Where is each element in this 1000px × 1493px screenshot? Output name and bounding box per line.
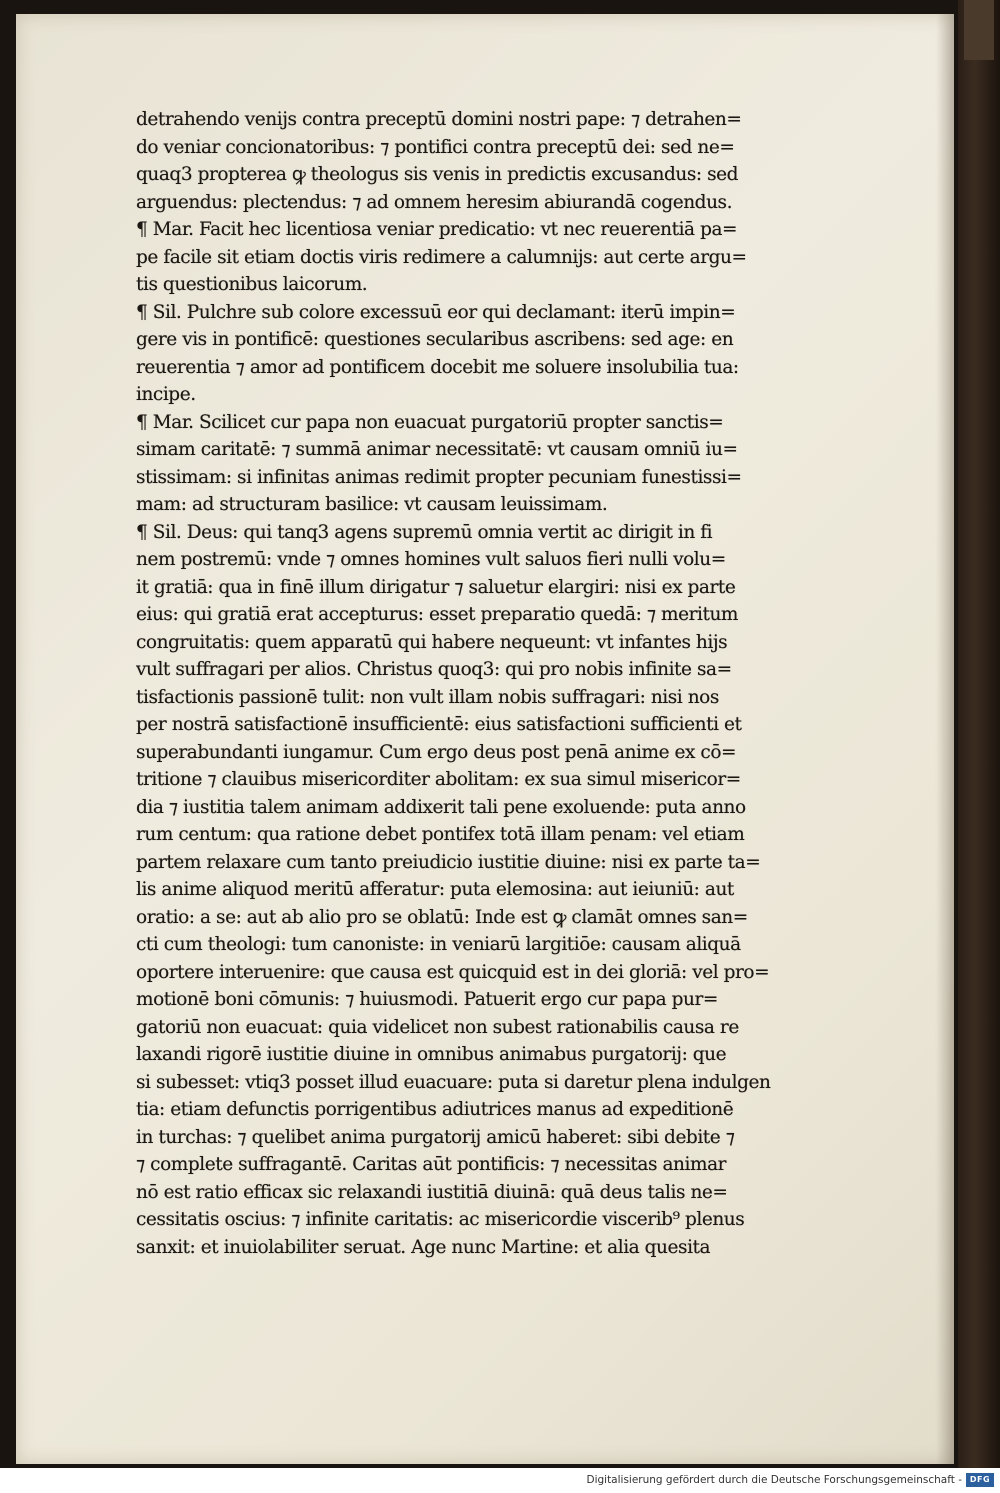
text-line: gere vis in pontificē: questiones secularibus ascribens: sed age: en	[136, 329, 734, 350]
text-line: do veniar concionatoribus: ⁊ pontifici contra preceptū dei: sed ne=	[136, 136, 735, 158]
text-line: ⁊ complete suffragantē. Caritas aūt pontificis: ⁊ necessitas animar	[136, 1154, 727, 1175]
book-edge	[958, 0, 1000, 1468]
text-line: motionē boni cōmunis: ⁊ huiusmodi. Patuerit ergo cur papa pur=	[136, 989, 718, 1010]
text-line: laxandi rigorē iustitie diuine in omnibus animabus purgatorij: que	[136, 1044, 727, 1065]
text-line: tisfactionis passionē tulit: non vult illam nobis suffragari: nisi nos	[136, 686, 719, 708]
text-line: pe facile sit etiam doctis viris redimere a calumnijs: aut certe argu=	[136, 246, 747, 268]
text-line: ¶ Sil. Pulchre sub colore excessuū eor qui declamant: iterū impin=	[136, 301, 736, 323]
text-line: oportere interuenire: que causa est quicquid est in dei gloriā: vel pro=	[136, 961, 770, 983]
text-line: partem relaxare cum tanto preiudicio iustitie diuine: nisi ex parte ta=	[136, 851, 761, 873]
text-line: incipe.	[136, 384, 196, 405]
text-line: gatoriū non euacuat: quia videlicet non subest rationabilis causa re	[136, 1016, 739, 1038]
text-line: superabundanti iungamur. Cum ergo deus post penā anime ex cō=	[136, 741, 737, 763]
text-line: nem postremū: vnde ⁊ omnes homines vult saluos fieri nulli volu=	[136, 549, 726, 570]
text-line: nō est ratio efficax sic relaxandi iustitiā diuinā: quā deus talis ne=	[136, 1181, 728, 1203]
text-line: si subesset: vtiq3 posset illud euacuare: puta si daretur plena indulgen	[136, 1071, 771, 1093]
text-line: simam caritatē: ⁊ summā animar necessitatē: vt causam omniū iu=	[136, 439, 738, 460]
page-fold-shadow	[936, 14, 954, 1464]
text-line: congruitatis: quem apparatū qui habere nequeunt: vt infantes hijs	[136, 631, 728, 653]
text-line: mam: ad structuram basilice: vt causam leuissimam.	[136, 494, 608, 515]
text-line: arguendus: plectendus: ⁊ ad omnem heresim abiurandā cogendus.	[136, 191, 733, 213]
text-line: ¶ Mar. Facit hec licentiosa veniar predicatio: vt nec reuerentiā pa=	[136, 219, 738, 240]
text-line: cessitatis oscius: ⁊ infinite caritatis: ac misericordie viscerib⁹ plenus	[136, 1209, 745, 1230]
text-line: in turchas: ⁊ quelibet anima purgatorij amicū haberet: sibi debite ⁊	[136, 1126, 735, 1148]
text-line: tia: etiam defunctis porrigentibus adiutrices manus ad expeditionē	[136, 1099, 734, 1120]
text-line: oratio: a se: aut ab alio pro se oblatū: Inde est ꝙ clamāt omnes san=	[136, 906, 748, 928]
text-line: quaq3 propterea ꝙ theologus sis venis in predictis excusandus: sed	[136, 164, 739, 185]
text-line: per nostrā satisfactionē insufficientē: eius satisfactioni sufficienti et	[136, 714, 742, 735]
text-line: cti cum theologi: tum canoniste: in veniarū largitiōe: causam aliquā	[136, 934, 741, 955]
text-line: rum centum: qua ratione debet pontifex totā illam penam: vel etiam	[136, 824, 745, 845]
text-block	[136, 106, 908, 1261]
text-line: vult suffragari per alios. Christus quoq3: qui pro nobis infinite sa=	[136, 659, 732, 680]
text-line: ¶ Sil. Deus: qui tanq3 agens supremū omnia vertit ac dirigit in fi	[136, 521, 713, 543]
text-line: dia ⁊ iustitia talem animam addixerit tali pene exoluende: puta anno	[136, 796, 746, 818]
text-line: tritione ⁊ clauibus misericorditer abolitam: ex sua simul misericor=	[136, 769, 741, 790]
text-line: stissimam: si infinitas animas redimit propter pecuniam funestissi=	[136, 466, 742, 488]
funding-credit: Digitalisierung gefördert durch die Deutsche Forschungsgemeinschaft -	[586, 1474, 962, 1486]
text-line: eius: qui gratiā erat accepturus: esset preparatio quedā: ⁊ meritum	[136, 604, 739, 625]
footer	[0, 1468, 1000, 1493]
text-line: reuerentia ⁊ amor ad pontificem docebit me soluere insolubilia tua:	[136, 356, 739, 378]
text-line: lis anime aliquod meritū afferatur: puta elemosina: aut ieiuniū: aut	[136, 879, 734, 900]
dfg-logo: DFG	[966, 1473, 994, 1487]
text-line: it gratiā: qua in finē illum dirigatur ⁊ saluetur elargiri: nisi ex parte	[136, 576, 736, 598]
text-line: tis questionibus laicorum.	[136, 274, 368, 295]
text-line: ¶ Mar. Scilicet cur papa non euacuat purgatoriū propter sanctis=	[136, 411, 724, 433]
text-line: sanxit: et inuiolabiliter seruat. Age nunc Martine: et alia quesita	[136, 1236, 711, 1258]
text-line: detrahendo venijs contra preceptū domini nostri pape: ⁊ detrahen=	[136, 109, 742, 130]
